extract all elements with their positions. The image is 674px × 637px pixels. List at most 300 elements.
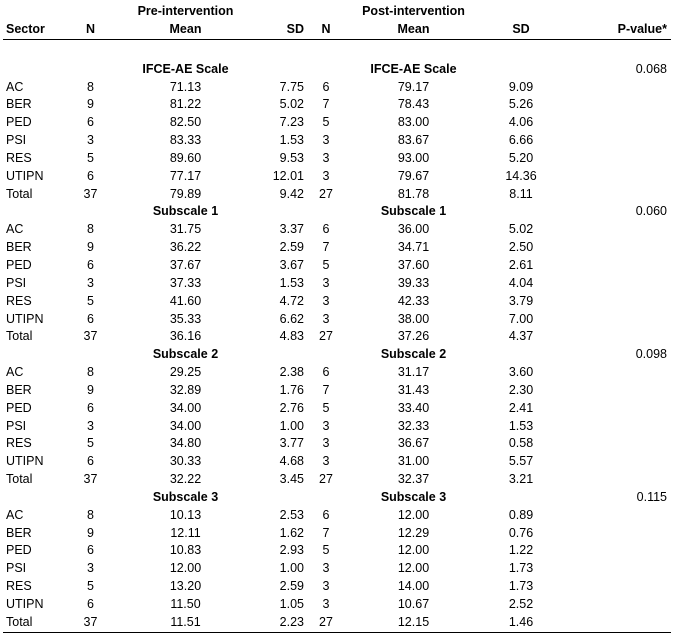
column-header-row [3, 21, 671, 39]
sd-pre-cell: 1.53 [279, 133, 304, 148]
col-header-p-value: P-value* [561, 21, 671, 39]
n-post-cell: 3 [322, 168, 330, 183]
table-row [3, 542, 671, 560]
spacer-cell [3, 39, 671, 61]
mean-pre-cell: 29.25 [169, 365, 202, 380]
n-pre-cell: 5 [87, 150, 94, 165]
sd-pre-cell: 2.23 [253, 614, 306, 632]
mean-pre-cell: 41.60 [169, 293, 202, 308]
mean-post-cell: 32.33 [397, 418, 430, 433]
col-header-mean-post: Mean [346, 21, 481, 39]
n-pre-cell: 37 [83, 472, 98, 487]
sector-cell: UTIPN [6, 454, 44, 469]
mean-post-cell: 81.78 [397, 186, 430, 201]
mean-pre-cell: 34.80 [169, 436, 202, 451]
table-row [3, 364, 671, 382]
sector-cell: AC [6, 79, 24, 94]
sd-post-cell: 4.37 [508, 329, 534, 344]
sector-cell: UTIPN [6, 311, 44, 326]
sd-post-cell: 1.73 [508, 561, 534, 576]
sector-cell: RES [6, 293, 32, 308]
post-intervention-label: Post-intervention [362, 4, 465, 18]
col-header-sector: Sector [3, 21, 63, 39]
table-row [3, 471, 671, 489]
n-post-cell: 5 [322, 257, 330, 272]
section-title-row [3, 61, 671, 79]
empty-p-cell [561, 542, 671, 560]
sector-cell: AC [6, 507, 24, 522]
empty-p-cell [561, 96, 671, 114]
table-header [3, 3, 671, 39]
mean-pre-cell: 12.11 [170, 525, 201, 540]
n-pre-cell: 8 [87, 222, 94, 237]
empty-p-cell [561, 614, 671, 632]
n-post-cell: 3 [322, 311, 330, 326]
empty-p-cell [561, 221, 671, 239]
n-post-cell: 27 [306, 614, 346, 632]
sd-pre-cell: 1.00 [279, 561, 304, 576]
mean-post-cell: 79.67 [397, 168, 430, 183]
sd-pre-cell: 4.68 [279, 454, 304, 469]
table-row [3, 132, 671, 150]
sd-post-cell: 5.20 [508, 150, 534, 165]
sector-cell: AC [6, 365, 24, 380]
mean-post-cell: 37.60 [397, 257, 430, 272]
sector-cell: AC [6, 222, 24, 237]
n-pre-cell: 3 [87, 133, 94, 148]
n-pre-cell: 3 [87, 418, 94, 433]
mean-post-cell: 37.26 [397, 329, 430, 344]
sector-cell: PED [6, 543, 32, 558]
blank-cell [3, 489, 63, 507]
sector-cell: BER [6, 525, 32, 540]
sector-cell: RES [6, 150, 32, 165]
sd-post-cell: 2.30 [508, 382, 534, 397]
mean-post-cell: 12.29 [397, 525, 430, 540]
mean-post-cell: 31.43 [397, 382, 430, 397]
n-post-cell: 27 [319, 329, 333, 344]
mean-post-cell: 78.43 [397, 97, 430, 112]
n-post-cell: 6 [322, 79, 330, 94]
n-post-cell: 6 [322, 507, 330, 522]
n-post-cell: 3 [322, 275, 330, 290]
n-pre-cell: 6 [87, 543, 94, 558]
table-row [3, 186, 671, 204]
sd-pre-cell: 3.37 [279, 222, 304, 237]
sd-post-cell: 2.50 [508, 240, 534, 255]
n-post-cell: 5 [322, 543, 330, 558]
sector-cell: PSI [6, 418, 27, 433]
section-title-pre: Subscale 1 [152, 204, 219, 219]
table-row [3, 275, 671, 293]
n-post-cell: 3 [322, 133, 330, 148]
mean-post-cell: 31.17 [397, 365, 430, 380]
section-title-row [3, 489, 671, 507]
sd-post-cell: 6.66 [508, 133, 534, 148]
pre-intervention-label: Pre-intervention [137, 4, 234, 18]
sd-post-cell: 14.36 [505, 168, 537, 183]
blank-cell [3, 346, 63, 364]
sector-cell: UTIPN [6, 168, 44, 183]
empty-p-cell [561, 578, 671, 596]
empty-p-cell [561, 186, 671, 204]
sd-pre-cell: 1.05 [279, 597, 304, 611]
mean-post-cell: 14.00 [397, 579, 430, 594]
mean-pre-cell: 83.33 [169, 133, 202, 148]
sector-cell: RES [6, 436, 32, 451]
n-pre-cell: 9 [87, 382, 94, 397]
n-pre-cell: 8 [87, 79, 94, 94]
n-pre-cell: 37 [83, 186, 98, 201]
n-pre-cell: 6 [87, 400, 94, 415]
sd-post-cell: 0.76 [508, 525, 534, 540]
mean-post-cell: 36.00 [397, 222, 430, 237]
blank-cell [306, 61, 346, 79]
sd-pre-cell: 7.75 [279, 79, 304, 94]
n-pre-cell: 6 [87, 257, 94, 272]
blank-cell [481, 346, 561, 364]
table-row [3, 525, 671, 543]
table-row [3, 382, 671, 400]
sd-pre-cell: 2.59 [279, 579, 304, 594]
sd-post-cell: 8.11 [509, 186, 533, 201]
table-row [3, 79, 671, 97]
empty-p-cell [561, 560, 671, 578]
mean-pre-cell: 30.33 [169, 454, 202, 469]
n-pre-cell: 3 [87, 275, 94, 290]
mean-pre-cell: 81.22 [169, 97, 202, 112]
n-post-cell: 5 [322, 400, 330, 415]
n-pre-cell: 5 [87, 293, 94, 308]
blank-cell [3, 61, 63, 79]
empty-p-cell [561, 311, 671, 329]
table-row [3, 614, 671, 632]
mean-pre-cell: 89.60 [169, 150, 202, 165]
sector-cell: RES [6, 579, 32, 594]
sd-post-cell: 3.79 [508, 293, 534, 308]
sd-pre-cell: 9.42 [279, 186, 304, 201]
sector-cell: Total [6, 329, 33, 344]
table-row [3, 293, 671, 311]
sd-pre-cell: 2.76 [279, 400, 304, 415]
section-title-post: Subscale 2 [380, 347, 447, 362]
n-pre-cell: 6 [87, 168, 94, 183]
sd-pre-cell: 1.76 [279, 382, 304, 397]
section-title-pre: Subscale 3 [152, 489, 219, 504]
sector-cell: Total [6, 186, 33, 201]
section-title-pre: IFCE-AE Scale [142, 61, 229, 76]
n-pre-cell: 3 [87, 561, 94, 576]
empty-p-cell [561, 275, 671, 293]
mean-pre-cell: 31.75 [169, 222, 202, 237]
sd-post-cell: 5.02 [508, 222, 534, 237]
sd-post-cell: 2.61 [508, 257, 534, 272]
col-header-n-pre: N [63, 21, 118, 39]
p-value: 0.098 [635, 347, 667, 362]
blank-cell [63, 489, 118, 507]
mean-post-cell: 34.71 [397, 240, 430, 255]
table-row [3, 150, 671, 168]
mean-pre-cell: 11.51 [118, 614, 253, 632]
group-header-row [3, 3, 671, 21]
sd-pre-cell: 2.59 [279, 240, 304, 255]
mean-pre-cell: 32.89 [169, 382, 202, 397]
mean-pre-cell: 12.00 [169, 561, 202, 576]
empty-p-cell [561, 239, 671, 257]
empty-p-cell [561, 114, 671, 132]
sd-pre-cell: 3.45 [279, 472, 304, 487]
table-row [3, 239, 671, 257]
mean-post-cell: 10.67 [397, 597, 430, 611]
n-pre-cell: 6 [87, 115, 94, 130]
blank-cell [253, 61, 306, 79]
sd-post-cell: 1.73 [508, 579, 534, 594]
n-pre-cell: 37 [63, 614, 118, 632]
empty-p-cell [561, 79, 671, 97]
mean-pre-cell: 13.20 [169, 579, 202, 594]
empty-p-cell [561, 364, 671, 382]
sd-pre-cell: 1.53 [279, 275, 304, 290]
section-title-row [3, 346, 671, 364]
sd-post-cell: 5.26 [508, 97, 534, 112]
mean-post-cell: 42.33 [397, 293, 430, 308]
sd-post-cell: 0.58 [508, 436, 534, 451]
n-post-cell: 27 [319, 472, 333, 487]
mean-pre-cell: 35.33 [169, 311, 202, 326]
n-post-cell: 7 [322, 382, 330, 397]
empty-p-cell [561, 132, 671, 150]
n-post-cell: 3 [322, 579, 330, 594]
sd-pre-cell: 7.23 [279, 115, 304, 130]
mean-pre-cell: 34.00 [169, 400, 202, 415]
mean-post-cell: 39.33 [397, 275, 430, 290]
sector-cell: PED [6, 400, 32, 415]
empty-p-cell [561, 471, 671, 489]
table-row [3, 96, 671, 114]
table-row [3, 418, 671, 436]
table-row [3, 114, 671, 132]
table-row [3, 400, 671, 418]
n-post-cell: 3 [322, 293, 330, 308]
sd-pre-cell: 4.72 [279, 293, 304, 308]
empty-p-cell [561, 400, 671, 418]
sector-cell: BER [6, 97, 32, 112]
table-row [3, 507, 671, 525]
blank-cell [253, 346, 306, 364]
mean-post-cell: 31.00 [397, 454, 430, 469]
table-row [3, 328, 671, 346]
n-post-cell: 7 [322, 525, 330, 540]
empty-p-cell [561, 382, 671, 400]
sector-cell: PSI [6, 133, 27, 148]
sd-pre-cell: 9.53 [279, 150, 304, 165]
n-post-cell: 3 [322, 436, 330, 451]
col-header-sd-pre: SD [253, 21, 306, 39]
blank-cell [306, 346, 346, 364]
table-row [3, 257, 671, 275]
section-title-post: Subscale 1 [380, 204, 447, 219]
sd-pre-cell: 4.83 [279, 329, 304, 344]
mean-post-cell: 12.00 [397, 543, 430, 558]
p-value: 0.068 [635, 61, 667, 76]
n-pre-cell: 6 [87, 454, 94, 469]
mean-post-cell: 12.00 [397, 561, 430, 576]
n-pre-cell: 6 [87, 311, 94, 326]
n-pre-cell: 5 [87, 579, 94, 594]
n-pre-cell: 9 [87, 525, 94, 540]
sd-pre-cell: 2.38 [279, 365, 304, 380]
sector-cell: PED [6, 257, 32, 272]
sector-cell: PSI [6, 275, 27, 290]
table-row [3, 596, 671, 614]
mean-pre-cell: 36.22 [169, 240, 202, 255]
n-pre-cell: 37 [83, 329, 98, 344]
mean-pre-cell: 36.16 [169, 329, 202, 344]
sd-pre-cell: 1.62 [279, 525, 304, 540]
sd-post-cell: 4.06 [508, 115, 534, 130]
sd-post-cell: 4.04 [508, 275, 534, 290]
section-title-post: Subscale 3 [380, 489, 447, 504]
col-header-n-post: N [306, 21, 346, 39]
sd-post-cell: 1.22 [508, 543, 534, 558]
sd-pre-cell: 2.93 [279, 543, 304, 558]
n-post-cell: 27 [319, 186, 333, 201]
sector-cell: PSI [6, 561, 27, 576]
col-header-mean-pre: Mean [118, 21, 253, 39]
mean-pre-cell: 71.13 [169, 79, 202, 94]
sd-post-cell: 1.53 [508, 418, 534, 433]
table-row [3, 435, 671, 453]
n-post-cell: 7 [322, 240, 330, 255]
sector-cell: UTIPN [6, 597, 44, 611]
empty-p-cell [561, 435, 671, 453]
sector-cell: Total [3, 614, 63, 632]
sector-cell: Total [6, 472, 33, 487]
sd-post-cell: 2.52 [508, 597, 534, 611]
mean-post-cell: 93.00 [397, 150, 430, 165]
mean-pre-cell: 32.22 [169, 472, 202, 487]
section-title-row [3, 203, 671, 221]
sd-pre-cell: 1.00 [279, 418, 304, 433]
empty-p-cell [561, 293, 671, 311]
mean-post-cell: 79.17 [397, 79, 430, 94]
n-post-cell: 3 [322, 561, 330, 576]
sd-post-cell: 2.41 [508, 400, 534, 415]
sector-cell: PED [6, 115, 32, 130]
sd-post-cell: 3.60 [508, 365, 534, 380]
table-row [3, 221, 671, 239]
mean-post-cell: 12.00 [397, 507, 430, 522]
mean-post-cell: 83.00 [397, 115, 430, 130]
spacer-row [3, 39, 671, 61]
n-post-cell: 3 [322, 150, 330, 165]
blank-cell [481, 203, 561, 221]
mean-post-cell: 32.37 [397, 472, 430, 487]
empty-p-cell [561, 257, 671, 275]
table-row [3, 453, 671, 471]
mean-pre-cell: 79.89 [169, 186, 202, 201]
mean-post-cell: 36.67 [397, 436, 430, 451]
section-title-post: IFCE-AE Scale [370, 61, 457, 76]
blank-cell [253, 489, 306, 507]
table-row [3, 578, 671, 596]
sd-pre-cell: 2.53 [279, 507, 304, 522]
col-header-sd-post: SD [481, 21, 561, 39]
sector-cell: BER [6, 240, 32, 255]
mean-pre-cell: 11.50 [170, 597, 201, 611]
blank-cell [306, 203, 346, 221]
blank-cell [3, 203, 63, 221]
n-pre-cell: 9 [87, 240, 94, 255]
mean-post-cell: 83.67 [397, 133, 430, 148]
mean-pre-cell: 37.33 [169, 275, 202, 290]
n-post-cell: 7 [322, 97, 330, 112]
sd-post-cell: 5.57 [508, 454, 534, 469]
sd-post-cell: 3.21 [508, 472, 534, 487]
empty-p-cell [561, 418, 671, 436]
n-pre-cell: 8 [87, 365, 94, 380]
blank-cell [63, 61, 118, 79]
empty-p-cell [561, 168, 671, 186]
blank-cell [63, 203, 118, 221]
results-table [3, 3, 671, 633]
n-post-cell: 3 [322, 418, 330, 433]
sd-pre-cell: 5.02 [279, 97, 304, 112]
sd-pre-cell: 3.77 [279, 436, 304, 451]
empty-p-cell [561, 507, 671, 525]
sd-post-cell: 1.46 [481, 614, 561, 632]
sd-post-cell: 0.89 [508, 507, 534, 522]
blank-cell [306, 489, 346, 507]
mean-pre-cell: 37.67 [169, 257, 202, 272]
mean-pre-cell: 10.83 [169, 543, 202, 558]
p-value: 0.060 [635, 204, 667, 219]
n-pre-cell: 8 [87, 507, 94, 522]
mean-pre-cell: 10.13 [169, 507, 202, 522]
n-pre-cell: 5 [87, 436, 94, 451]
n-post-cell: 6 [322, 222, 330, 237]
empty-p-cell [561, 453, 671, 471]
blank-cell [481, 489, 561, 507]
table-row [3, 168, 671, 186]
table-row [3, 311, 671, 329]
section-title-pre: Subscale 2 [152, 347, 219, 362]
p-value: 0.115 [636, 489, 667, 504]
mean-pre-cell: 34.00 [169, 418, 202, 433]
sd-pre-cell: 6.62 [279, 311, 304, 326]
n-pre-cell: 9 [87, 97, 94, 112]
empty-p-cell [561, 328, 671, 346]
empty-p-cell [561, 596, 671, 614]
table-body [3, 39, 671, 632]
sd-pre-cell: 12.01 [272, 168, 304, 183]
table-row [3, 560, 671, 578]
mean-pre-cell: 77.17 [169, 168, 202, 183]
sector-cell: BER [6, 382, 32, 397]
mean-post-cell: 33.40 [397, 400, 430, 415]
empty-p-cell [561, 525, 671, 543]
mean-pre-cell: 82.50 [169, 115, 202, 130]
sd-post-cell: 9.09 [508, 79, 534, 94]
blank-cell [63, 346, 118, 364]
sd-post-cell: 7.00 [508, 311, 534, 326]
n-post-cell: 5 [322, 115, 330, 130]
mean-post-cell: 38.00 [397, 311, 430, 326]
n-post-cell: 6 [322, 365, 330, 380]
empty-p-cell [561, 150, 671, 168]
blank-cell [253, 203, 306, 221]
n-post-cell: 3 [322, 597, 330, 611]
